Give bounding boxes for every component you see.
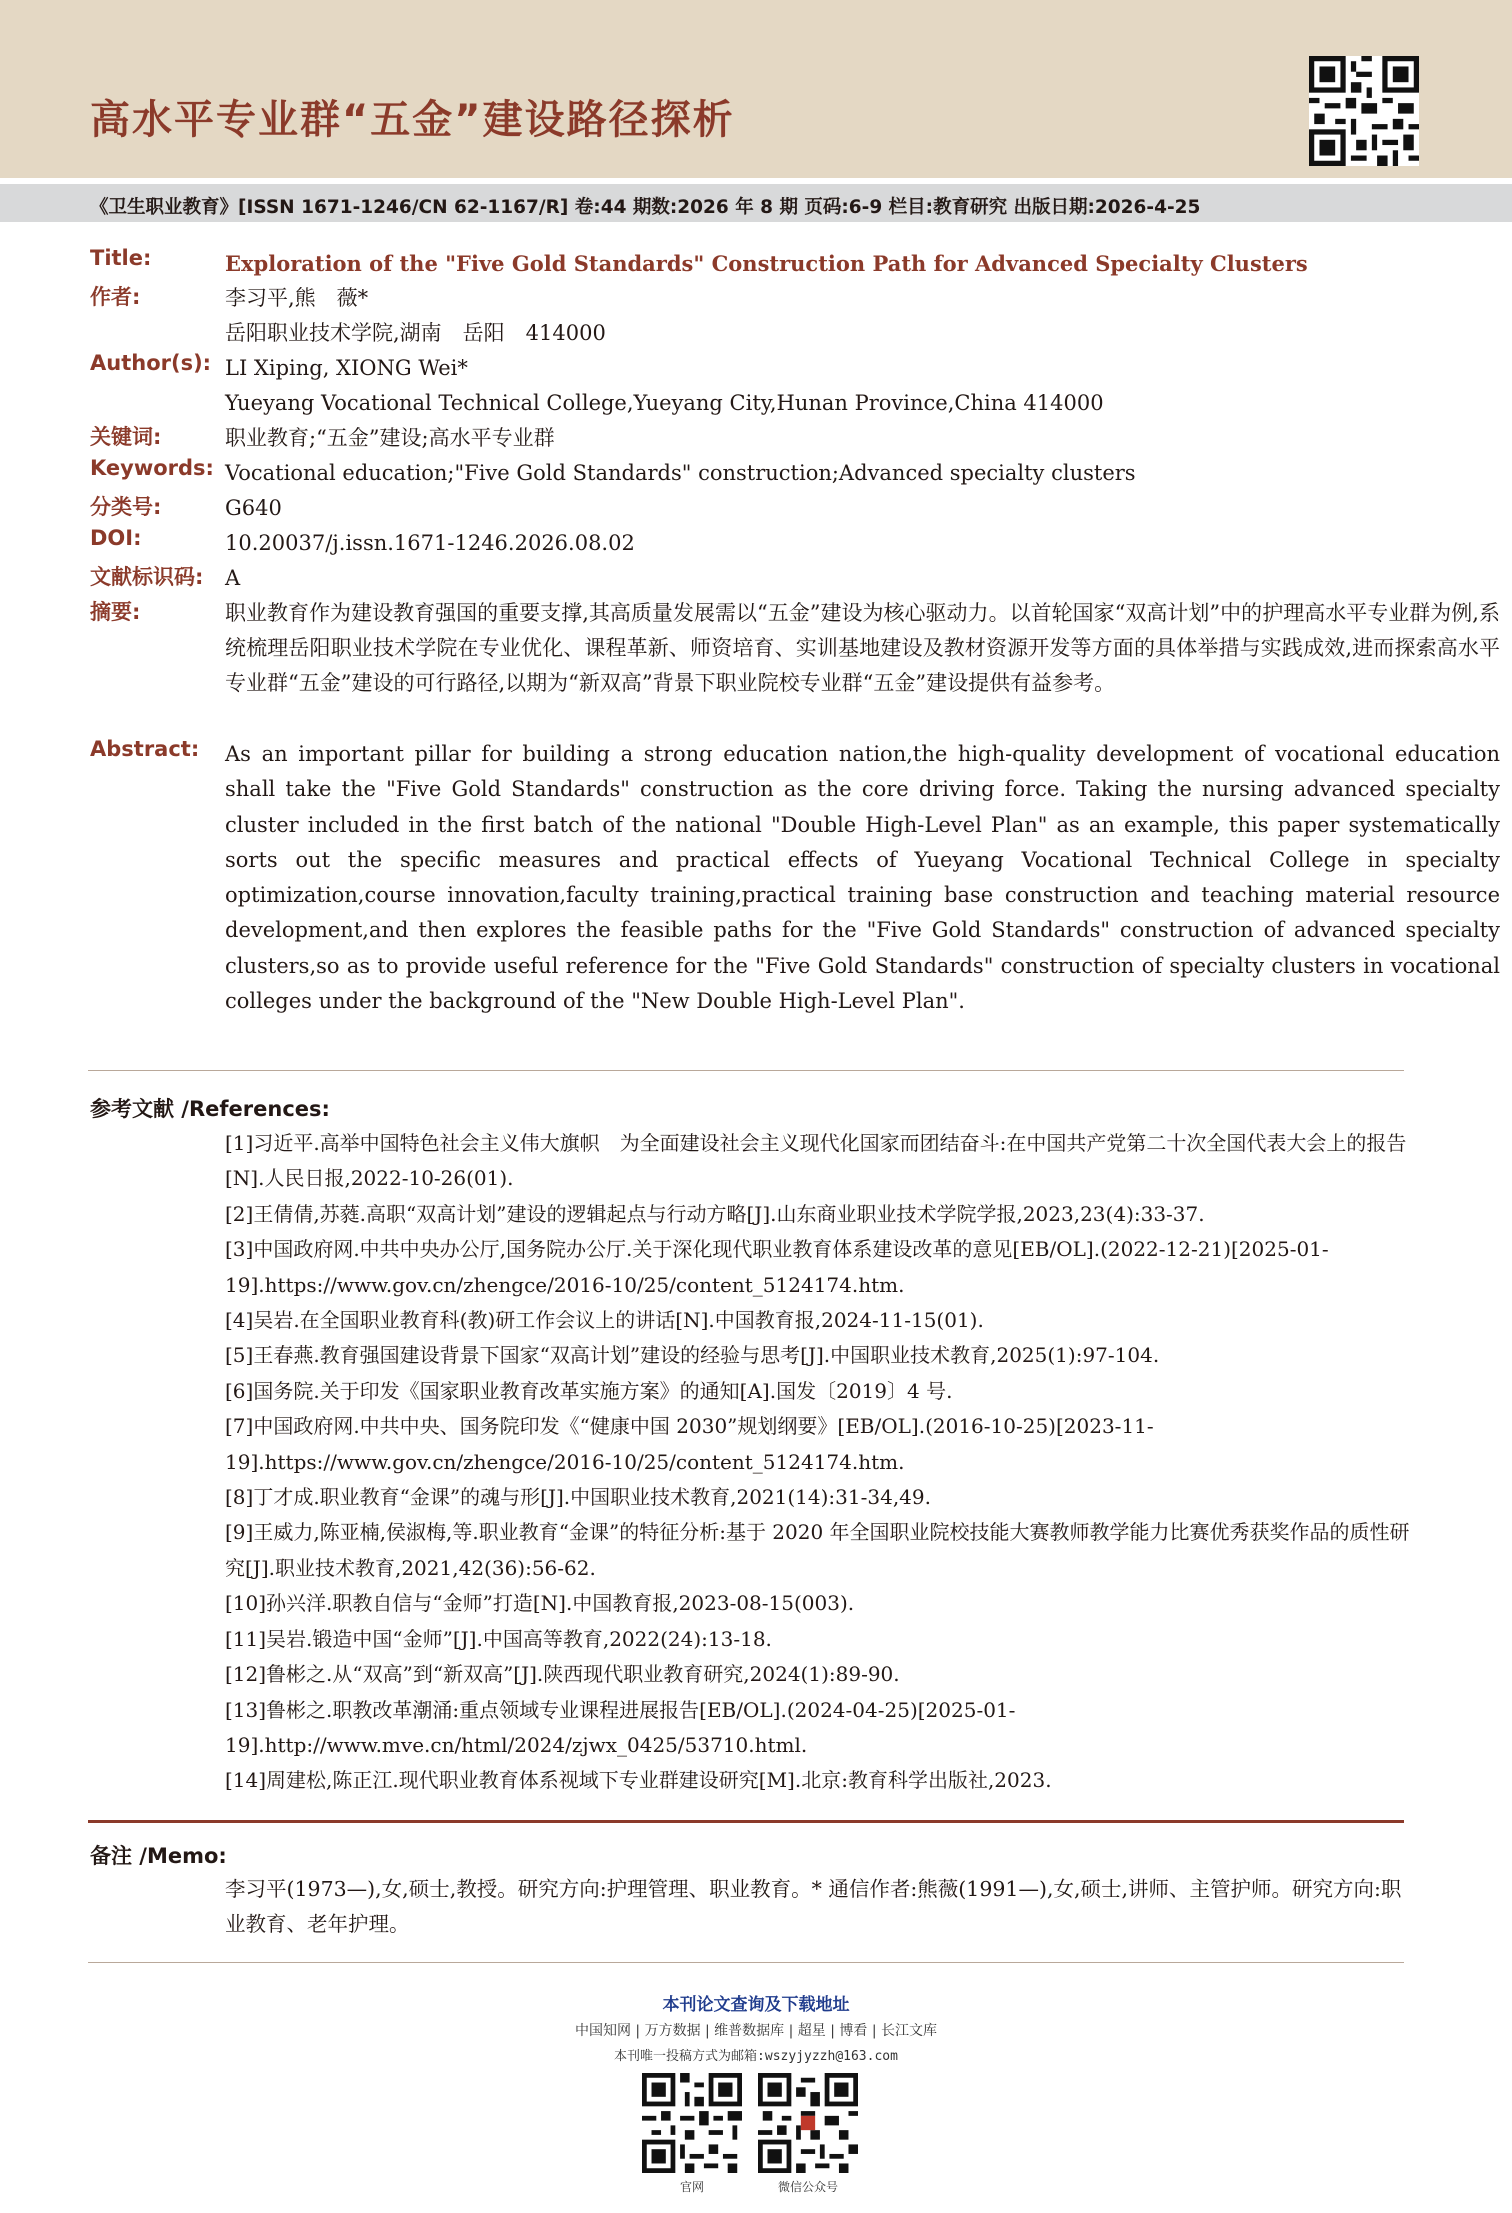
meta-abstract-en-label: Abstract: bbox=[90, 737, 200, 761]
meta-author-en-label: Author(s): bbox=[90, 351, 212, 375]
divider bbox=[88, 1070, 1404, 1071]
reference-item: [5]王春燕.教育强国建设背景下国家“双高计划”建设的经验与思考[J].中国职业技术教育,2025(1):97-104. bbox=[225, 1343, 1160, 1368]
references-heading: 参考文献 /References: bbox=[90, 1097, 330, 1121]
website-qr-icon bbox=[642, 2073, 742, 2173]
reference-item: [12]鲁彬之.从“双高”到“新双高”[J].陕西现代职业教育研究,2024(1):89-90. bbox=[225, 1662, 900, 1687]
meta-doi-label: DOI: bbox=[90, 526, 142, 550]
meta-keywords-en-value: Vocational education;"Five Gold Standards" construction;Advanced specialty clusters bbox=[225, 461, 1136, 485]
wechat-qr-caption: 微信公众号 bbox=[777, 2180, 838, 2194]
meta-doi-value: 10.20037/j.issn.1671-1246.2026.08.02 bbox=[225, 531, 635, 555]
memo-text: 李习平(1973—),女,硕士,教授。研究方向:护理管理、职业教育。* 通信作者:熊薇(1991—),女,硕士,讲师、主管护师。研究方向:职业教育、老年护理。 bbox=[225, 1877, 1402, 1936]
footer-title: 本刊论文查询及下载地址 bbox=[662, 1995, 850, 2015]
meta-doc-code-value: A bbox=[225, 566, 241, 590]
website-qr-caption: 官网 bbox=[679, 2180, 704, 2194]
meta-affiliation-cn-value: 岳阳职业技术学院,湖南 岳阳 414000 bbox=[225, 321, 606, 345]
reference-item: [8]丁才成.职业教育“金课”的魂与形[J].中国职业技术教育,2021(14):31-34,49. bbox=[225, 1485, 931, 1510]
meta-keywords-cn-label: 关键词: bbox=[90, 425, 162, 449]
references-list bbox=[225, 1126, 1410, 1799]
database-list: 中国知网 | 万方数据 | 维普数据库 | 超星 | 博看 | 长江文库 bbox=[574, 2023, 938, 2039]
reference-item: [7]中国政府网.中共中央、国务院印发《“健康中国 2030”规划纲要》[EB/OL].(2016-10-25)[2023-11-19].https://www.gov.cn/zhengce/2016-10/25/content_5124174.htm. bbox=[225, 1414, 1154, 1474]
reference-item: [2]王倩倩,苏蕤.高职“双高计划”建设的逻辑起点与行动方略[J].山东商业职业技术学院学报,2023,23(4):33-37. bbox=[225, 1201, 1205, 1226]
article-title: 高水平专业群“五金”建设路径探析 bbox=[90, 97, 735, 143]
meta-author-cn-label: 作者: bbox=[90, 285, 141, 309]
reference-item: [9]王威力,陈亚楠,侯淑梅,等.职业教育“金课”的特征分析:基于 2020 年全国职业院校技能大赛教师教学能力比赛优秀获奖作品的质性研究[J].职业技术教育,2021,42(36):56-62. bbox=[225, 1520, 1410, 1580]
reference-item: [13]鲁彬之.职教改革潮涌:重点领域专业课程进展报告[EB/OL].(2024-04-25)[2025-01-19].http://www.mve.cn/html/2024/zjwx_0425/53710.html. bbox=[225, 1697, 1016, 1757]
meta-doc-code-label: 文献标识码: bbox=[90, 565, 204, 589]
reference-item: [4]吴岩.在全国职业教育科(教)研工作会议上的讲话[N].中国教育报,2024-11-15(01). bbox=[225, 1308, 984, 1333]
meta-keywords-cn-value: 职业教育;“五金”建设;高水平专业群 bbox=[225, 426, 555, 450]
memo-heading: 备注 /Memo: bbox=[90, 1844, 227, 1868]
reference-item: [10]孙兴洋.职教自信与“金师”打造[N].中国教育报,2023-08-15(003). bbox=[225, 1591, 855, 1616]
submission-email: 本刊唯一投稿方式为邮箱:wszyjyzzh@163.com bbox=[614, 2049, 898, 2064]
citation-info: 《卫生职业教育》[ISSN 1671-1246/CN 62-1167/R] 卷:44 期数:2026 年 8 期 页码:6-9 栏目:教育研究 出版日期:2026-4-25 bbox=[90, 197, 1201, 218]
wechat-qr-icon bbox=[758, 2073, 858, 2173]
meta-abstract-en-value: As an important pillar for building a strong education nation,the high-quality development of vocational education shall take the "Five Gold Standards" construction as the core driving force. Taking the nursing advanced specialty cluster included in the first batch of the national "Double High-Level Plan" as an example, this paper systematically sorts out the specific measures and practical effects of Yueyang Vocational Technical College in specialty optimization,course innovation,faculty training,practical training base construction and teaching material resource development,and then explores the feasible paths for the "Five Gold Standards" construction of advanced specialty clusters,so as to provide useful reference for the "Five Gold Standards" construction of specialty clusters in vocational colleges under the background of the "New Double High-Level Plan". bbox=[225, 742, 1500, 1014]
meta-keywords-en-label: Keywords: bbox=[90, 456, 214, 480]
reference-item: [3]中国政府网.中共中央办公厅,国务院办公厅.关于深化现代职业教育体系建设改革的意见[EB/OL].(2022-12-21)[2025-01-19].https://www.gov.cn/zhengce/2016-10/25/content_5124174.htm. bbox=[225, 1237, 1329, 1297]
meta-title-label: Title: bbox=[90, 246, 152, 270]
meta-author-cn-value: 李习平,熊 薇* bbox=[225, 286, 369, 310]
divider bbox=[88, 1962, 1404, 1963]
meta-classification-label: 分类号: bbox=[90, 495, 162, 519]
meta-abstract-cn-value: 职业教育作为建设教育强国的重要支撑,其高质量发展需以“五金”建设为核心驱动力。以首轮国家“双高计划”中的护理高水平专业群为例,系统梳理岳阳职业技术学院在专业优化、课程革新、师资培育、实训基地建设及教材资源开发等方面的具体举措与实践成效,进而探索高水平专业群“五金”建设的可行路径,以期为“新双高”背景下职业院校专业群“五金”建设提供有益参考。 bbox=[225, 601, 1500, 695]
reference-item: [11]吴岩.锻造中国“金师”[J].中国高等教育,2022(24):13-18. bbox=[225, 1626, 772, 1651]
meta-abstract-cn-label: 摘要: bbox=[90, 600, 141, 624]
meta-affiliation-en-value: Yueyang Vocational Technical College,Yueyang City,Hunan Province,China 414000 bbox=[225, 391, 1104, 415]
meta-title-value: Exploration of the "Five Gold Standards" Construction Path for Advanced Specialty Clusters bbox=[225, 251, 1308, 276]
reference-item: [6]国务院.关于印发《国家职业教育改革实施方案》的通知[A].国发〔2019〕4 号. bbox=[225, 1378, 953, 1403]
divider bbox=[88, 1820, 1404, 1823]
reference-item: [14]周建松,陈正江.现代职业教育体系视域下专业群建设研究[M].北京:教育科学出版社,2023. bbox=[225, 1768, 1052, 1793]
reference-item: [1]习近平.高举中国特色社会主义伟大旗帜 为全面建设社会主义现代化国家而团结奋斗:在中国共产党第二十次全国代表大会上的报告[N].人民日报,2022-10-26(01). bbox=[225, 1131, 1407, 1191]
meta-classification-value: G640 bbox=[225, 496, 282, 520]
meta-author-en-value: LI Xiping, XIONG Wei* bbox=[225, 356, 468, 380]
qr-code-icon bbox=[1309, 56, 1419, 166]
